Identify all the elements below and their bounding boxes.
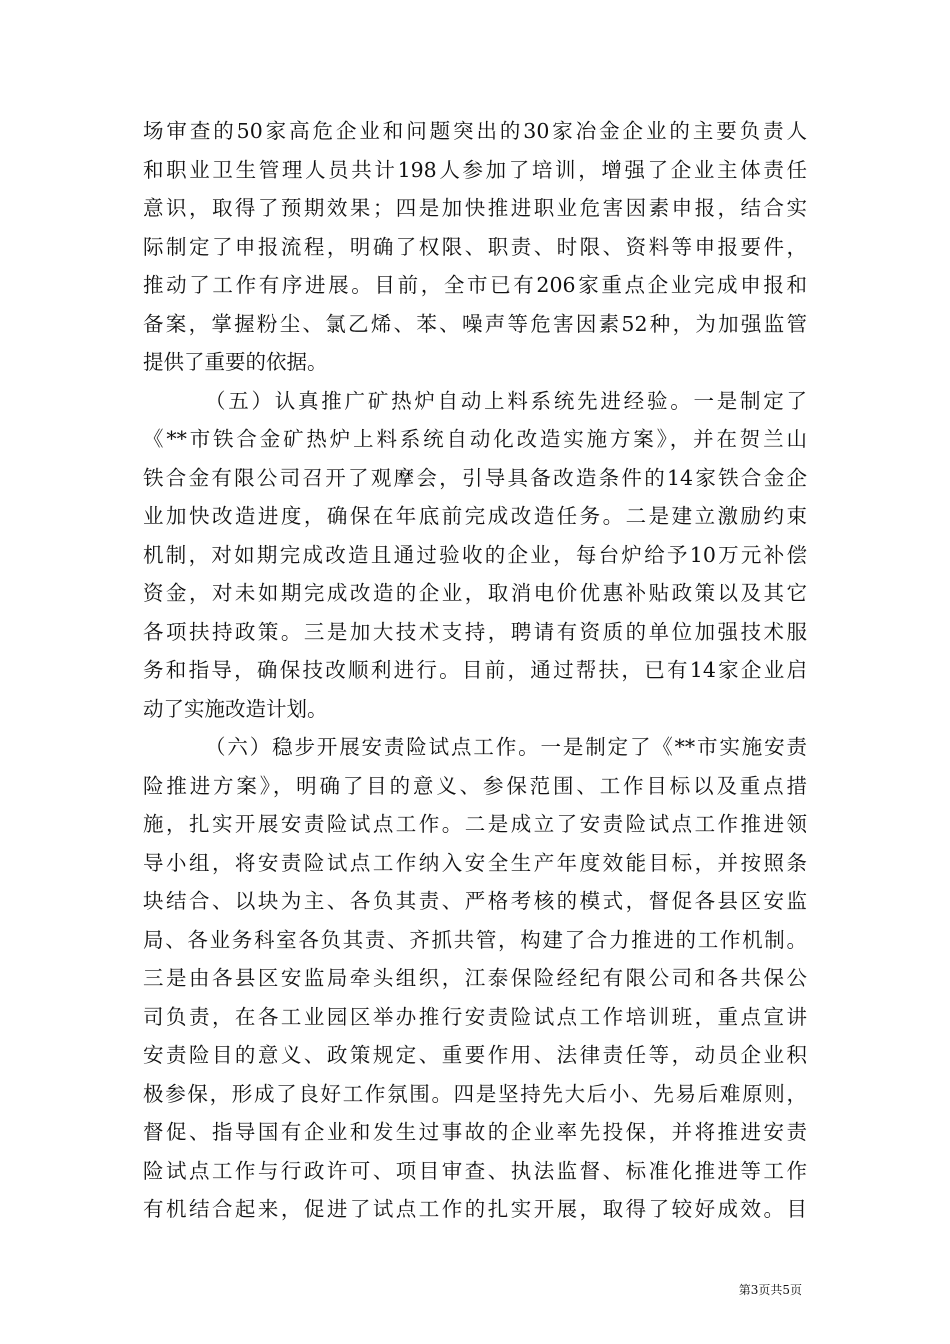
text-line: 动了实施改造计划。	[143, 696, 328, 721]
page-number: 第3页共5页	[738, 1283, 802, 1297]
text-line: 资金，对未如期完成改造的企业，取消电价优惠补贴政策以及其它	[143, 581, 807, 605]
text-line: 局、各业务科室各负其责、齐抓共管，构建了合力推进的工作机制。	[143, 927, 807, 952]
paragraph-6	[143, 728, 807, 1229]
text-line: 安责险目的意义、政策规定、重要作用、法律责任等，动员企业积	[143, 1043, 807, 1067]
text-line: 督促、指导国有企业和发生过事故的企业率先投保，并将推进安责	[143, 1120, 807, 1144]
text-line: 三是由各县区安监局牵头组织，江泰保险经纪有限公司和各共保公	[143, 966, 807, 990]
text-line: 险推进方案》，明确了目的意义、参保范围、工作目标以及重点措	[143, 773, 807, 798]
text-line: 铁合金有限公司召开了观摩会，引导具备改造条件的14家铁合金企	[143, 465, 807, 490]
text-line: 备案，掌握粉尘、氯乙烯、苯、噪声等危害因素52种，为加强监管	[143, 311, 807, 336]
text-line: 有机结合起来，促进了试点工作的扎实开展，取得了较好成效。目	[143, 1197, 807, 1221]
text-line: 块结合、以块为主、各负其责、严格考核的模式，督促各县区安监	[143, 889, 807, 913]
document-body	[143, 112, 807, 1229]
text-line: 业加快改造进度，确保在年底前完成改造任务。二是建立激励约束	[143, 504, 807, 528]
text-line: 场审查的50家高危企业和问题突出的30家冶金企业的主要负责人	[143, 119, 807, 143]
text-line: 提供了重要的依据。	[143, 350, 328, 374]
text-line: 务和指导，确保技改顺利进行。目前，通过帮扶，已有14家企业启	[143, 658, 807, 682]
paragraph-5	[143, 382, 807, 729]
text-line: 司负责，在各工业园区举办推行安责险试点工作培训班，重点宣讲	[143, 1004, 807, 1029]
text-line: 各项扶持政策。三是加大技术支持，聘请有资质的单位加强技术服	[143, 619, 807, 644]
text-line: 际制定了申报流程，明确了权限、职责、时限、资料等申报要件，	[143, 234, 807, 259]
paragraph-4-continued	[143, 112, 807, 382]
text-line: 推动了工作有序进展。目前，全市已有206家重点企业完成申报和	[143, 273, 807, 297]
text-line: 机制，对如期完成改造且通过验收的企业，每台炉给予10万元补偿	[143, 542, 807, 567]
text-line: （六）稳步开展安责险试点工作。一是制定了《**市实施安责	[205, 735, 807, 759]
text-line: 施，扎实开展安责险试点工作。二是成立了安责险试点工作推进领	[143, 812, 807, 836]
text-line: 《**市铁合金矿热炉上料系统自动化改造实施方案》，并在贺兰山	[143, 427, 807, 451]
text-line: 意识，取得了预期效果；四是加快推进职业危害因素申报，结合实	[143, 196, 807, 220]
text-line: （五）认真推广矿热炉自动上料系统先进经验。一是制定了	[205, 388, 807, 413]
text-line: 险试点工作与行政许可、项目审查、执法监督、标准化推进等工作	[143, 1158, 807, 1183]
text-line: 极参保，形成了良好工作氛围。四是坚持先大后小、先易后难原则，	[143, 1081, 807, 1106]
text-line: 导小组，将安责险试点工作纳入安全生产年度效能目标，并按照条	[143, 850, 807, 875]
text-line: 和职业卫生管理人员共计198人参加了培训，增强了企业主体责任	[143, 157, 807, 182]
